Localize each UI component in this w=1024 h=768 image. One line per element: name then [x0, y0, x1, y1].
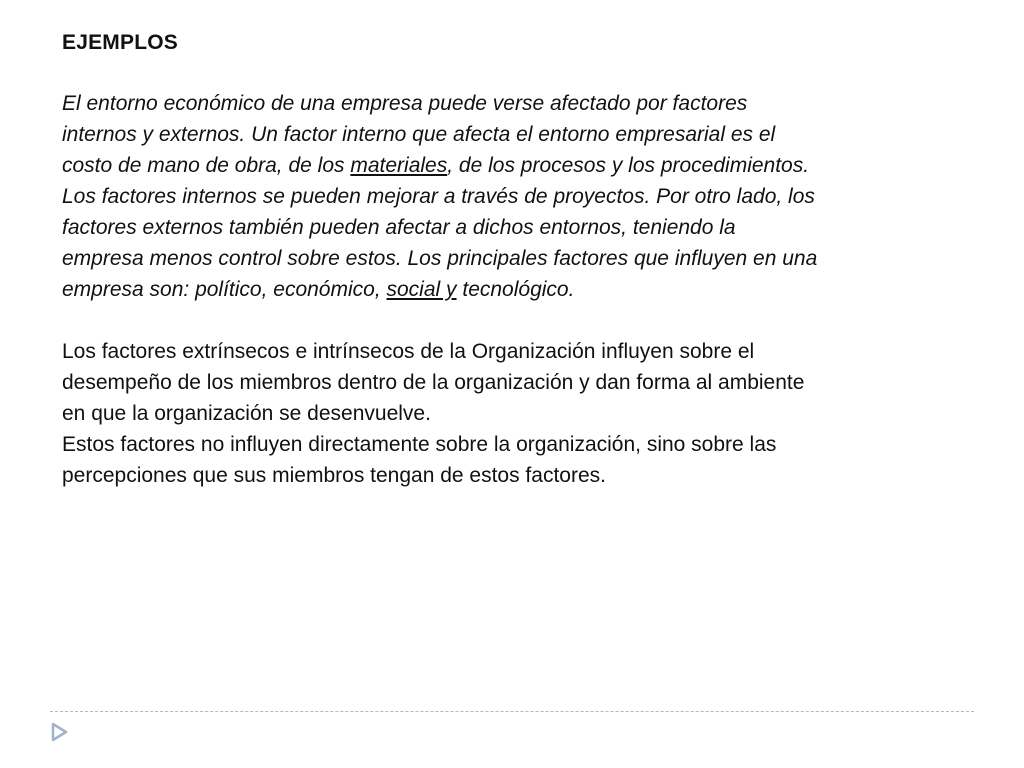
paragraph1-part1: El entorno económico de una empresa puede verse afectado por factores internos y externos. Un factor interno que afecta el entorno empresarial es el costo de mano de obra, de los: [62, 92, 776, 177]
slide-content: [62, 28, 822, 491]
paragraph-factores-percepciones: Estos factores no influyen directamente sobre la organización, sino sobre las percepciones que sus miembros tengan de estos factores.: [62, 433, 777, 487]
paragraph1-part2: , de los procesos y los procedimientos. Los factores internos se pueden mejorar a través de proyectos. Por otro lado, los factores externos también pueden afectar a dichos entornos, teniendo la empresa menos control sobre estos. Los principales factores que influyen en una empresa son: político, económico,: [62, 154, 818, 301]
link-social[interactable]: social y: [386, 278, 457, 301]
paragraph-factores-organizacion: Los factores extrínsecos e intrínsecos de la Organización influyen sobre el desempeño de los miembros dentro de la organización y dan forma al ambiente en que la organización se desenvuelve.: [62, 340, 805, 425]
slide-title: EJEMPLOS: [62, 31, 178, 54]
paragraph-entorno-economico: [62, 88, 822, 305]
paragraph1-part3: tecnológico.: [456, 278, 575, 301]
link-materiales[interactable]: materiales: [350, 154, 448, 177]
footer-divider: [50, 711, 974, 712]
play-triangle-icon: [50, 722, 68, 742]
